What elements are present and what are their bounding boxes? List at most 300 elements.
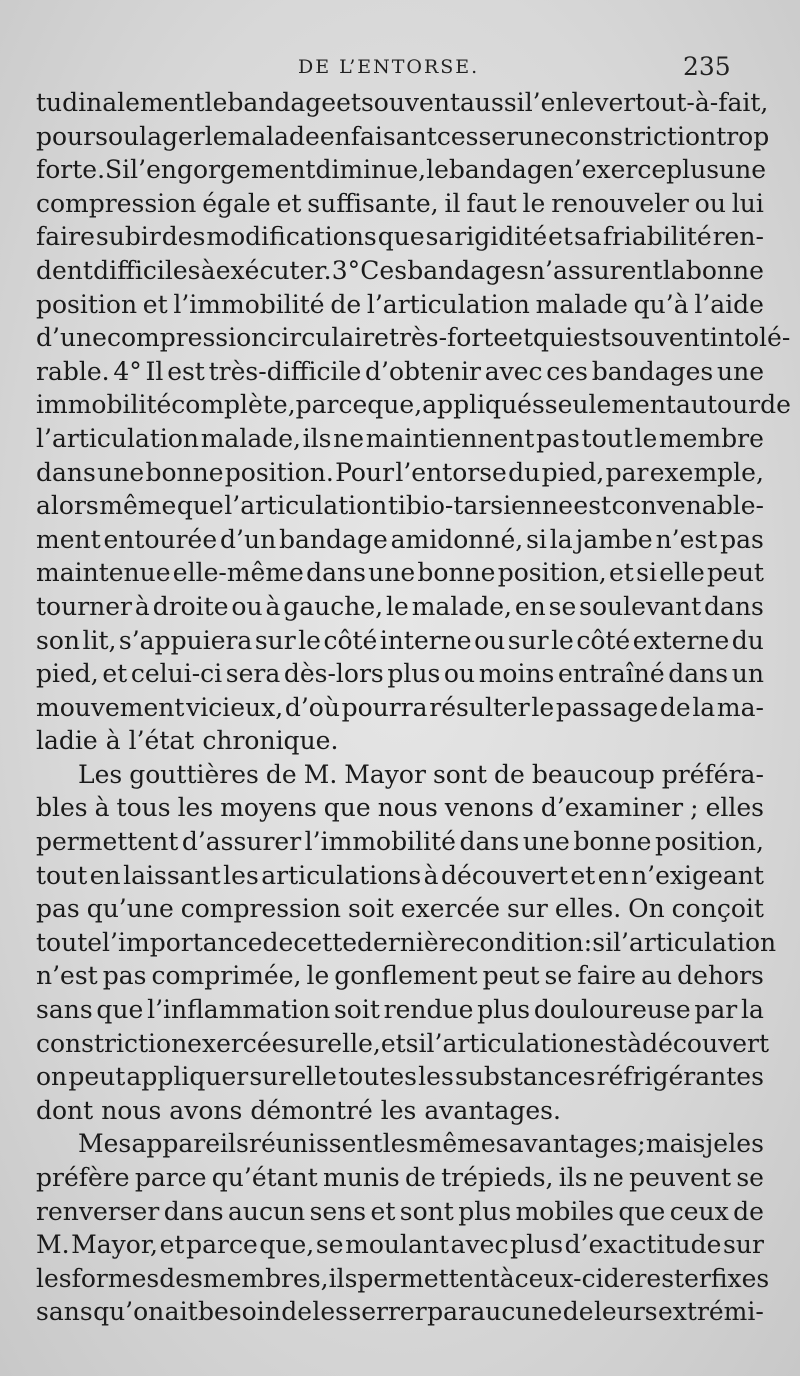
word: est — [167, 356, 205, 386]
word: dès-lors — [283, 659, 384, 689]
word: les — [312, 1297, 349, 1327]
word: venons — [444, 793, 534, 823]
word: autour — [675, 390, 761, 420]
word: de — [760, 390, 791, 420]
word: M. — [36, 1230, 70, 1260]
word: nous — [377, 793, 438, 823]
word: une — [97, 457, 145, 487]
word: d’où — [284, 692, 340, 722]
word: celui-ci — [130, 659, 223, 689]
word: rester — [634, 1263, 711, 1293]
word: tous — [116, 793, 171, 823]
word: malade — [535, 289, 628, 319]
word: par — [694, 995, 738, 1025]
word: l’immobilité — [173, 289, 325, 319]
word: de — [562, 1297, 594, 1327]
word: et — [609, 558, 634, 588]
word: l’articulation — [366, 289, 530, 319]
word: tourner — [36, 591, 132, 621]
word: bonne — [417, 558, 496, 588]
word: de — [405, 1163, 436, 1192]
word: chronique. — [202, 726, 339, 756]
word: en — [319, 121, 351, 151]
text-line — [36, 355, 764, 389]
word: membre — [658, 423, 764, 453]
word: parce — [295, 390, 368, 420]
word: que, — [259, 1230, 315, 1260]
word: plus — [477, 995, 531, 1025]
word: elle, — [327, 1028, 381, 1058]
word: mouvement — [36, 692, 185, 722]
word: exécuter. — [215, 255, 332, 285]
word: plus — [387, 659, 441, 689]
word: se — [736, 1163, 764, 1192]
word: rable. — [36, 356, 110, 386]
word: interne — [379, 625, 472, 655]
word: l’articulation — [36, 423, 200, 453]
word: aucun — [227, 1196, 306, 1226]
word: peut — [68, 1062, 126, 1092]
word: appliquer — [126, 1062, 249, 1092]
running-head: DE L’ENTORSE. — [298, 56, 480, 78]
word: gonflement — [334, 961, 478, 991]
word: il — [444, 188, 461, 218]
word: friabilité — [602, 222, 712, 252]
word: moulant — [345, 1230, 450, 1260]
word: le — [522, 188, 546, 218]
word: d’un — [220, 524, 277, 554]
word: dans — [36, 457, 96, 487]
word: avons — [169, 1095, 243, 1125]
word: les — [418, 1062, 454, 1092]
word: exercée — [400, 894, 501, 924]
word: compression — [36, 188, 197, 218]
word: faire — [577, 961, 637, 991]
word: malade — [227, 121, 320, 151]
word: sa — [425, 222, 454, 252]
word: pourra — [341, 692, 428, 722]
word: position. — [224, 457, 334, 487]
word: découvert — [441, 860, 568, 890]
word: qu’on — [93, 1297, 165, 1327]
word: difficiles — [93, 255, 201, 285]
text-line — [36, 456, 764, 490]
word: lui — [731, 188, 764, 218]
word: en — [514, 591, 546, 621]
word: au — [641, 961, 673, 991]
word: et — [508, 323, 533, 353]
word: l’engorgement — [130, 155, 316, 185]
word: ces — [546, 356, 588, 386]
word: à — [627, 1028, 643, 1058]
word: de — [733, 1196, 764, 1226]
word: position, — [497, 558, 607, 588]
word: l’articulation — [224, 491, 388, 521]
word: ne — [333, 423, 365, 453]
word: toute — [36, 927, 103, 957]
text-line — [36, 1094, 764, 1128]
word: les — [177, 793, 214, 823]
word: un — [731, 659, 764, 689]
word: démontré — [250, 1095, 373, 1125]
word: par — [427, 1297, 470, 1327]
word: la — [740, 995, 764, 1025]
word: que — [176, 491, 224, 521]
word: intolé- — [709, 323, 791, 353]
word: sans — [36, 995, 93, 1025]
word: se — [315, 1230, 344, 1260]
word: immobilité — [36, 390, 172, 420]
text-line — [36, 1127, 764, 1161]
word: l’importance — [102, 927, 263, 957]
word: les — [382, 1129, 419, 1159]
word: permettent — [357, 1263, 500, 1293]
word: malade, — [200, 423, 301, 453]
word: et — [142, 289, 168, 319]
word: tout-à-fait, — [635, 88, 769, 117]
word: passage — [555, 692, 659, 722]
word: Mes — [78, 1129, 132, 1159]
word: on — [36, 1062, 68, 1092]
text-line — [36, 926, 777, 960]
word: des — [159, 1263, 203, 1293]
word: de — [659, 692, 691, 722]
text-line — [36, 624, 764, 658]
word: Mayor — [344, 759, 426, 789]
word: rendue — [383, 995, 474, 1025]
word: sur — [254, 625, 296, 655]
word: renverser — [36, 1196, 160, 1226]
word: faisant — [350, 121, 437, 151]
word: sont — [432, 759, 487, 789]
word: préféra- — [661, 759, 764, 789]
word: leurs — [593, 1297, 658, 1327]
word: permettent — [36, 827, 179, 857]
word: M. — [303, 759, 338, 789]
word: d’assurer — [181, 827, 302, 857]
word: très-forte — [388, 323, 509, 353]
word: je — [705, 1129, 729, 1159]
word: que — [618, 1196, 666, 1226]
word: douloureuse — [533, 995, 691, 1025]
word: cette — [293, 927, 358, 957]
text-line — [36, 1295, 764, 1329]
word: le — [306, 961, 330, 991]
word: pas — [102, 961, 147, 991]
word: beaucoup — [531, 759, 655, 789]
word: elle — [291, 1062, 337, 1092]
word: la — [662, 255, 686, 285]
word: tibio-tarsienne — [387, 491, 573, 521]
word: l’enlever — [524, 88, 636, 117]
word: par — [605, 457, 649, 487]
page-header — [0, 50, 800, 84]
word: son — [36, 625, 80, 655]
word: serrer — [348, 1297, 427, 1327]
word: besoin — [198, 1297, 281, 1327]
word: ; — [690, 793, 699, 823]
word: bandage — [227, 88, 337, 117]
word: dans — [459, 827, 520, 857]
word: compression — [180, 894, 342, 924]
word: elle-même — [172, 558, 304, 588]
word: trépieds, — [441, 1163, 554, 1192]
text-line — [36, 758, 764, 792]
text-line — [36, 523, 764, 557]
word: et — [276, 188, 302, 218]
word: même — [99, 491, 177, 521]
word: résulter — [429, 692, 530, 722]
word: ladie — [36, 726, 98, 756]
word: côté — [323, 625, 378, 655]
word: d’une — [36, 323, 107, 353]
text-line — [36, 959, 764, 993]
word: position — [36, 289, 138, 319]
word: aucune — [470, 1297, 563, 1327]
word: gouttières — [129, 759, 259, 789]
word: soit — [347, 894, 394, 924]
word: d’examiner — [540, 793, 684, 823]
word: formes — [71, 1263, 160, 1293]
word: tout — [36, 860, 88, 890]
word: de — [281, 1297, 312, 1327]
word: parce — [134, 1163, 207, 1192]
word: soulevant — [579, 591, 702, 621]
word: le — [551, 625, 574, 655]
word: de — [265, 759, 297, 789]
word: bonne — [685, 255, 764, 285]
text-line — [36, 1228, 764, 1262]
word: se — [548, 591, 577, 621]
word: à — [200, 255, 216, 285]
word: : — [583, 927, 593, 957]
text-line — [36, 120, 770, 154]
word: maintiennent — [365, 423, 535, 453]
word: les — [728, 1129, 764, 1159]
word: et — [380, 1028, 406, 1058]
word: sans — [36, 1297, 93, 1327]
word: ou — [694, 188, 726, 218]
text-line — [36, 556, 764, 590]
word: l’immobilité — [304, 827, 456, 857]
word: seulement — [544, 390, 676, 420]
word: bonne — [573, 827, 652, 857]
word: nous — [101, 1095, 162, 1125]
word: l’entorse — [395, 457, 507, 487]
word: alors — [36, 491, 99, 521]
word: rigidité — [454, 222, 548, 252]
word: faire — [36, 222, 95, 252]
word: qu’à — [633, 289, 689, 319]
body-text — [36, 86, 791, 1329]
word: et — [370, 1196, 396, 1226]
word: appareils — [131, 1129, 249, 1159]
word: exercée — [187, 1028, 287, 1058]
word: jambe — [575, 524, 653, 554]
word: subir — [95, 222, 161, 252]
text-line — [36, 892, 764, 926]
word: elles. — [554, 894, 622, 924]
word: le — [204, 88, 228, 117]
word: ils — [558, 1163, 588, 1192]
word: elles — [705, 793, 764, 823]
word: vicieux, — [186, 692, 284, 722]
word: gauche, — [283, 591, 384, 621]
word: fixes — [710, 1263, 770, 1293]
word: On — [628, 894, 665, 924]
word: que — [377, 222, 425, 252]
word: munis — [323, 1163, 400, 1192]
word: pas — [720, 524, 764, 554]
word: sont — [399, 1196, 454, 1226]
word: à — [134, 591, 150, 621]
word: conçoit — [671, 894, 764, 924]
word: ma- — [716, 692, 764, 722]
word: sur — [507, 894, 548, 924]
word: est — [573, 491, 612, 521]
word: si — [405, 1028, 427, 1058]
word: ou — [474, 625, 506, 655]
word: constriction — [565, 121, 717, 151]
word: l’articulation — [426, 1028, 590, 1058]
word: avec — [484, 356, 543, 386]
word: qui — [533, 323, 574, 353]
word: sur — [723, 1230, 764, 1260]
word: et — [570, 860, 596, 890]
word: ren- — [712, 222, 764, 252]
text-line — [36, 1262, 770, 1296]
word: droite — [152, 591, 229, 621]
word: préfère — [36, 1163, 130, 1192]
word: à — [423, 860, 439, 890]
page-number: 235 — [683, 52, 731, 81]
word: du — [508, 457, 541, 487]
word: sera — [225, 659, 281, 689]
word: cesser — [436, 121, 519, 151]
word: ou — [443, 659, 476, 689]
word: pour — [36, 121, 96, 151]
word: s’appuiera — [118, 625, 253, 655]
text-line — [36, 1027, 769, 1061]
word: de — [330, 289, 362, 319]
word: Les — [78, 759, 123, 789]
word: dans — [306, 558, 366, 588]
word: Ces — [360, 255, 408, 285]
word: ait — [164, 1297, 198, 1327]
word: constriction — [36, 1028, 188, 1058]
word: découvert — [642, 1028, 769, 1058]
word: d’obtenir — [365, 356, 481, 386]
word: avantages. — [424, 1095, 561, 1125]
text-line — [36, 1060, 764, 1094]
word: si — [526, 524, 547, 554]
word: ils — [328, 1263, 358, 1293]
word: entourée — [103, 524, 218, 554]
text-line — [36, 187, 764, 221]
word: sur — [507, 625, 549, 655]
word: circulaire — [267, 323, 389, 353]
word: en — [597, 860, 629, 890]
text-line — [36, 1195, 764, 1229]
text-line — [36, 422, 764, 456]
word: pas — [536, 423, 580, 453]
word: dehors — [677, 961, 764, 991]
word: Pour — [335, 457, 395, 487]
word: forte. — [36, 155, 106, 185]
word: exemple, — [649, 457, 764, 487]
word: Si — [105, 155, 131, 185]
word: souvent — [360, 88, 461, 117]
word: l’état — [128, 726, 195, 756]
word: ceux-ci — [514, 1263, 604, 1293]
word: plus — [510, 1230, 564, 1260]
word: externe — [632, 625, 730, 655]
word: bonne — [145, 457, 224, 487]
word: l’articulation — [613, 927, 777, 957]
text-line — [36, 691, 764, 725]
word: bandages — [591, 356, 714, 386]
word: le — [426, 155, 449, 185]
word: que, — [367, 390, 423, 420]
word: d’exactitude — [564, 1230, 722, 1260]
word: du — [731, 625, 764, 655]
word: réfrigérantes — [596, 1062, 764, 1092]
word: plus — [458, 1196, 512, 1226]
word: pied, — [36, 659, 99, 689]
word: et — [159, 1230, 185, 1260]
word: est — [589, 1028, 628, 1058]
word: peut — [707, 558, 764, 588]
word: de — [603, 1263, 635, 1293]
word: qu’une — [86, 894, 174, 924]
word: peuvent — [629, 1163, 732, 1192]
word: une — [522, 827, 570, 857]
word: maintenue — [36, 558, 171, 588]
word: 4° — [113, 356, 142, 386]
word: une — [518, 121, 566, 151]
word: modifications — [206, 222, 377, 252]
word: articulations — [261, 860, 422, 890]
text-line — [36, 254, 764, 288]
word: le — [298, 625, 321, 655]
word: faut — [466, 188, 517, 218]
word: mêmes — [418, 1129, 509, 1159]
word: sur — [286, 1028, 328, 1058]
word: sur — [249, 1062, 291, 1092]
word: à — [265, 591, 281, 621]
text-line — [36, 86, 769, 120]
word: position, — [654, 827, 764, 857]
text-line — [36, 859, 764, 893]
word: tout — [581, 423, 633, 453]
word: soulager — [95, 121, 205, 151]
word: côté — [576, 625, 631, 655]
word: bandage — [279, 524, 388, 554]
text-line — [36, 825, 764, 859]
word: condition — [465, 927, 584, 957]
word: ment — [36, 524, 101, 554]
word: n’assurent — [528, 255, 663, 285]
word: égale — [202, 188, 271, 218]
word: que — [96, 995, 144, 1025]
text-line — [36, 724, 764, 758]
word: Mayor, — [71, 1230, 159, 1260]
word: de — [262, 927, 294, 957]
word: à — [94, 793, 110, 823]
word: une — [368, 558, 416, 588]
word: convenable- — [611, 491, 764, 521]
text-line — [36, 288, 764, 322]
